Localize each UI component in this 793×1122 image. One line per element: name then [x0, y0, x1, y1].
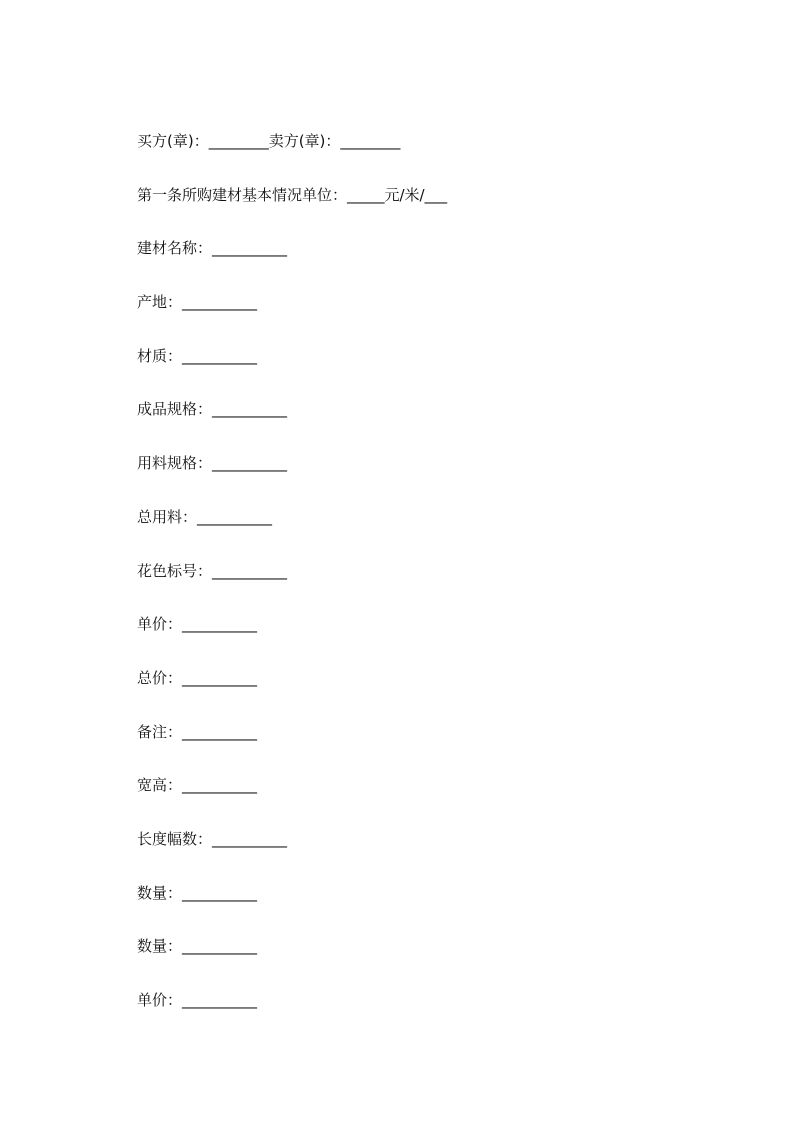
quantity-line: 数量：__________	[137, 883, 258, 902]
pattern-code-line: 花色标号：__________	[137, 561, 288, 580]
unit-price-line: 单价：__________	[137, 615, 258, 634]
material-name-line: 建材名称：__________	[137, 239, 288, 258]
finished-spec-line: 成品规格：__________	[137, 400, 288, 419]
unit-price-line-2: 单价：__________	[137, 991, 258, 1009]
remarks-line: 备注：__________	[137, 722, 258, 741]
origin-line: 产地：__________	[137, 293, 258, 312]
quantity-line-2: 数量：__________	[137, 937, 258, 956]
material-quality-line: 材质：__________	[137, 346, 258, 365]
length-widths-line: 长度幅数：__________	[137, 829, 288, 848]
document-body	[137, 130, 737, 1043]
article-one-unit-line: 第一条所购建材基本情况单位：_____元/米/___	[137, 185, 448, 204]
total-price-line: 总价：__________	[137, 668, 258, 687]
total-material-line: 总用料：__________	[137, 507, 273, 526]
material-spec-line: 用料规格：__________	[137, 454, 288, 473]
width-height-line: 宽高：__________	[137, 776, 258, 795]
buyer-seller-seal-line: 买方(章)：________卖方(章)：________	[137, 132, 401, 150]
